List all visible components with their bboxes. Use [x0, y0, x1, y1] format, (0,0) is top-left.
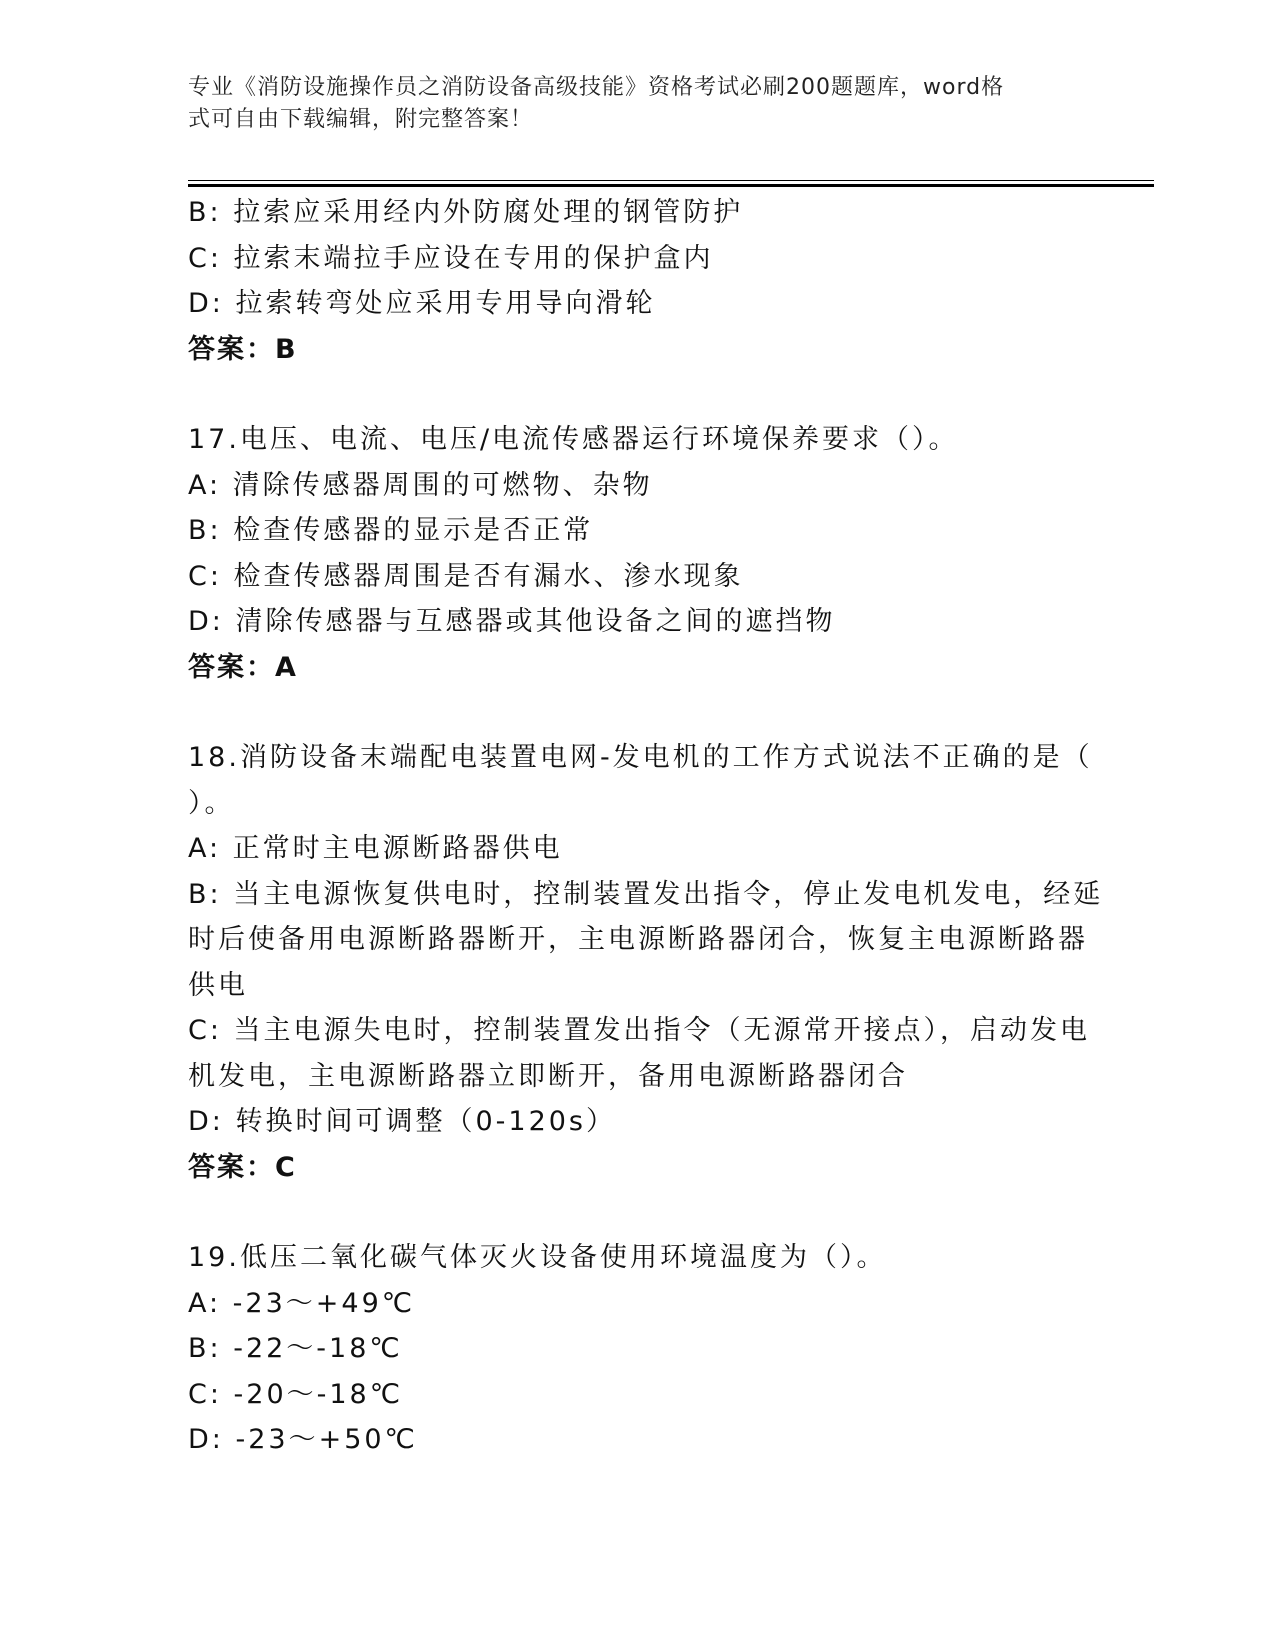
- option-c: C: 拉索末端拉手应设在专用的保护盒内: [188, 242, 714, 274]
- option-b: B: 检查传感器的显示是否正常: [188, 515, 594, 546]
- option-b: B: -22～-18℃: [188, 1333, 403, 1364]
- option-d: D: -23～+50℃: [188, 1424, 418, 1455]
- question-stem: 18.消防设备末端配电装置电网-发电机的工作方式说法不正确的是（: [188, 742, 1093, 773]
- header-divider-thin: [188, 180, 1154, 181]
- question-list: [188, 190, 1104, 1463]
- option-b: B: 拉索应采用经内外防腐处理的钢管防护: [188, 197, 744, 228]
- spacer: [188, 1190, 1088, 1235]
- option-d: D: 拉索转弯处应采用专用导向滑轮: [188, 288, 656, 319]
- option-a: A: 清除传感器周围的可燃物、杂物: [188, 469, 653, 501]
- question-16-tail: [188, 190, 1088, 372]
- question-19: [188, 1235, 1088, 1463]
- answer: 答案：C: [188, 1151, 297, 1183]
- answer: 答案：A: [188, 651, 298, 683]
- option-a: A: -23～+49℃: [188, 1287, 416, 1319]
- spacer: [188, 372, 1088, 417]
- answer: 答案：B: [188, 333, 298, 365]
- option-c: C: -20～-18℃: [188, 1378, 404, 1410]
- header-line-2: 式可自由下载编辑，附完整答案！: [188, 107, 534, 132]
- spacer: [188, 690, 1088, 735]
- question-18: [188, 735, 1104, 1190]
- option-c: C: 检查传感器周围是否有漏水、渗水现象: [188, 560, 744, 592]
- option-a: A: 正常时主电源断路器供电: [188, 833, 563, 864]
- question-stem-continued: ）。: [188, 787, 235, 819]
- header-divider-thick: [188, 184, 1154, 187]
- question-stem: 17.电压、电流、电压/电流传感器运行环境保养要求（）。: [188, 424, 959, 455]
- header-line-1: 专业《消防设施操作员之消防设备高级技能》资格考试必刷200题题库，word格: [188, 75, 1005, 100]
- option-b-continued: 时后使备用电源断路器断开，主电源断路器闭合，恢复主电源断路器: [188, 924, 1088, 955]
- option-d: D: 清除传感器与互感器或其他设备之间的遮挡物: [188, 606, 836, 637]
- option-c-continued: 机发电，主电源断路器立即断开，备用电源断路器闭合: [188, 1060, 908, 1092]
- question-stem: 19.低压二氧化碳气体灭火设备使用环境温度为（）。: [188, 1242, 887, 1273]
- question-17: [188, 417, 1088, 690]
- option-d: D: 转换时间可调整（0-120s）: [188, 1106, 616, 1137]
- document-header: [188, 72, 1088, 136]
- option-b-continued: 供电: [188, 969, 248, 1001]
- option-c: C: 当主电源失电时，控制装置发出指令（无源常开接点），启动发电: [188, 1015, 1091, 1046]
- option-b: B: 当主电源恢复供电时，控制装置发出指令，停止发电机发电，经延: [188, 878, 1104, 910]
